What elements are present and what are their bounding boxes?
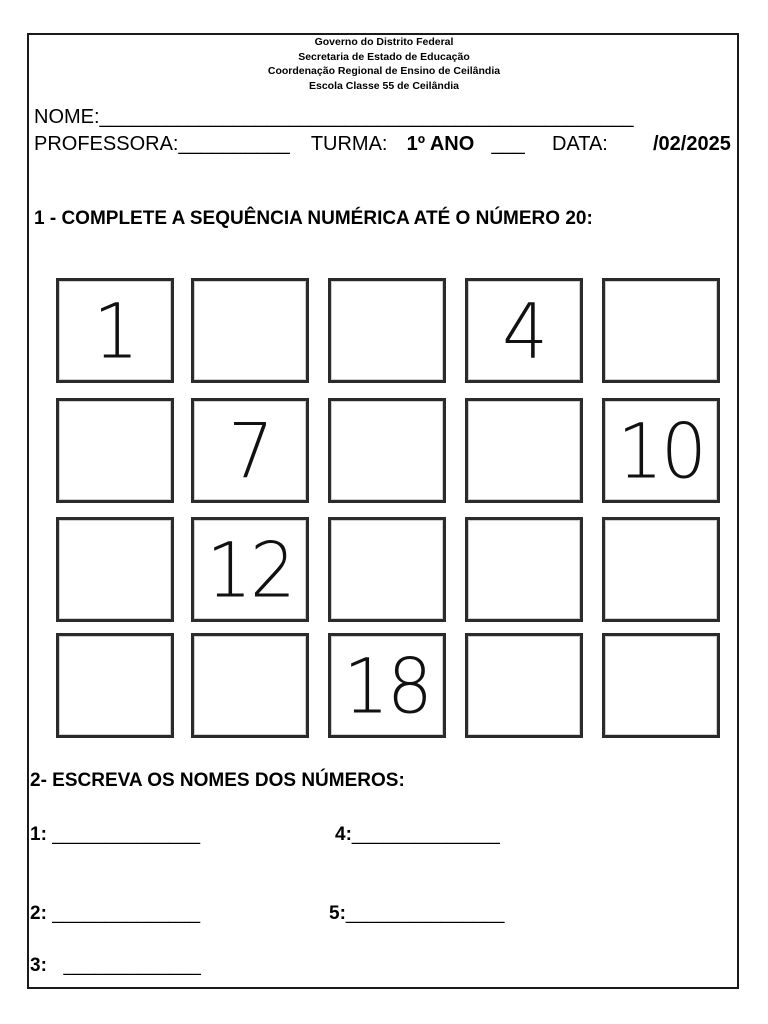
date-label: DATA: (551, 133, 608, 155)
teacher-field[interactable]: PROFESSORA:__________ (34, 133, 290, 155)
answer-line-4[interactable] (335, 824, 500, 846)
sequence-cell[interactable] (191, 278, 309, 383)
answer-line-3[interactable] (30, 955, 201, 977)
header-secretariat: Secretaria de Estado de Educação (298, 50, 470, 63)
cell-number: 18 (343, 641, 431, 730)
sequence-cell[interactable] (602, 398, 720, 503)
answer-label: 4: (335, 824, 352, 845)
sequence-cell[interactable] (328, 398, 446, 503)
answer-line-5[interactable] (329, 903, 504, 925)
class-blank[interactable]: ___ (491, 133, 525, 155)
answer-blank[interactable]: ______________ (351, 824, 500, 845)
cell-number: 10 (617, 406, 705, 495)
sequence-cell[interactable] (602, 517, 720, 622)
sequence-cell[interactable] (56, 633, 174, 738)
question-1-title: 1 - COMPLETE A SEQUÊNCIA NUMÉRICA ATÉ O NÚMERO 20: (34, 208, 593, 229)
sequence-cell[interactable] (191, 633, 309, 738)
teacher-class-date-row (34, 133, 731, 156)
cell-number: 1 (93, 286, 137, 375)
sequence-cell[interactable] (328, 517, 446, 622)
school-header (0, 35, 768, 93)
answer-line-2[interactable] (30, 903, 200, 925)
sequence-cell[interactable] (56, 278, 174, 383)
answer-blank[interactable]: ______________ (52, 903, 201, 924)
cell-number: 7 (228, 406, 272, 495)
sequence-cell[interactable] (191, 517, 309, 622)
sequence-cell[interactable] (328, 633, 446, 738)
name-field[interactable]: NOME:________________________________________________ (34, 106, 634, 128)
answer-line-1[interactable] (30, 824, 200, 846)
sequence-cell[interactable] (602, 633, 720, 738)
sequence-cell[interactable] (465, 278, 583, 383)
sequence-cell[interactable] (56, 517, 174, 622)
answer-label: 2: (30, 903, 47, 924)
sequence-cell[interactable] (56, 398, 174, 503)
answer-blank[interactable]: ______________ (52, 824, 201, 845)
class-value: 1º ANO (406, 133, 475, 155)
sequence-cell[interactable] (465, 633, 583, 738)
answer-blank[interactable]: _____________ (63, 955, 201, 976)
cell-number: 12 (206, 525, 294, 614)
header-government: Governo do Distrito Federal (314, 36, 454, 48)
date-value: /02/2025 (653, 133, 731, 155)
sequence-cell[interactable] (465, 398, 583, 503)
sequence-cell[interactable] (465, 517, 583, 622)
question-2-title: 2- ESCREVA OS NOMES DOS NÚMEROS: (30, 770, 405, 791)
answer-blank[interactable]: _______________ (345, 903, 505, 924)
answer-label: 5: (329, 903, 346, 924)
sequence-cell[interactable] (191, 398, 309, 503)
sequence-cell[interactable] (328, 278, 446, 383)
answer-label: 3: (30, 955, 47, 976)
class-label: TURMA: (310, 133, 388, 155)
sequence-cell[interactable] (602, 278, 720, 383)
cell-number: 4 (502, 286, 546, 375)
header-coordination: Coordenação Regional de Ensino de Ceilândia (267, 65, 501, 77)
header-school: Escola Classe 55 de Ceilândia (309, 79, 459, 92)
answer-label: 1: (30, 824, 47, 845)
